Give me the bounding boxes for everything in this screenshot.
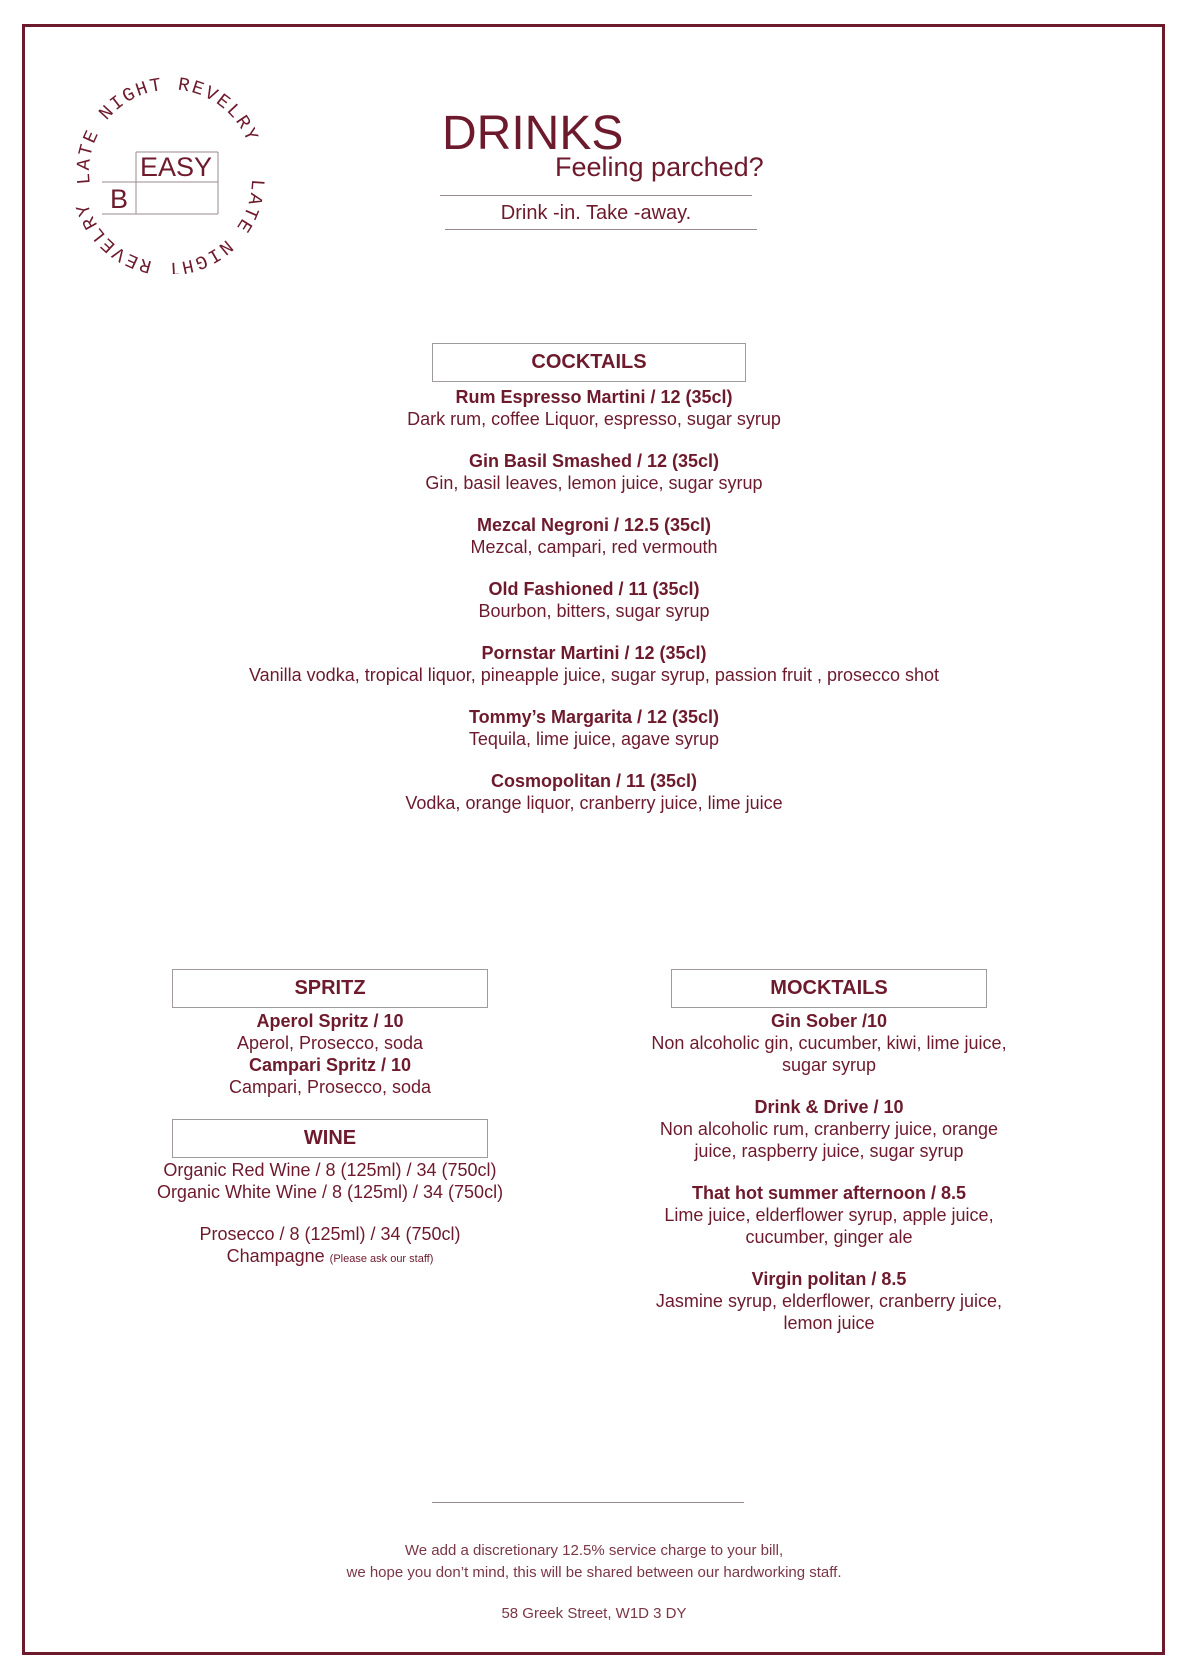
page-title: DRINKS — [442, 107, 624, 160]
logo-ring-top: LATE NIGHT REVELRY — [72, 73, 263, 186]
mocktail-description: lemon juice — [783, 1313, 875, 1333]
wine-red: Organic Red Wine / 8 (125ml) / 34 (750cl) — [163, 1160, 497, 1180]
cocktails-heading: COCKTAILS — [432, 343, 746, 382]
spritz-description: Aperol, Prosecco, soda — [236, 1033, 424, 1053]
spritz-heading: SPRITZ — [172, 969, 488, 1008]
cocktail-description: Tequila, lime juice, agave syrup — [468, 729, 720, 749]
footer-divider — [432, 1502, 744, 1503]
list-item — [200, 706, 988, 750]
mocktail-description: Non alcoholic rum, cranberry juice, orange — [659, 1119, 999, 1139]
wine-heading: WINE — [172, 1119, 488, 1158]
list-item — [629, 1182, 1029, 1248]
mocktail-description: sugar syrup — [781, 1055, 877, 1075]
header-tagline: Drink -in. Take -away. — [500, 202, 692, 224]
list-item — [200, 770, 988, 814]
spritz-name: Aperol Spritz / 10 — [256, 1011, 404, 1031]
wine-prosecco: Prosecco / 8 (125ml) / 34 (750cl) — [199, 1224, 461, 1244]
mocktail-name: Virgin politan / 8.5 — [751, 1269, 907, 1289]
mocktail-description: Jasmine syrup, elderflower, cranberry juice, — [655, 1291, 1003, 1311]
cocktail-name: Rum Espresso Martini / 12 (35cl) — [455, 387, 733, 407]
spritz-description: Campari, Prosecco, soda — [228, 1077, 432, 1097]
cocktail-name: Tommy’s Margarita / 12 (35cl) — [468, 707, 720, 727]
cocktail-name: Old Fashioned / 11 (35cl) — [488, 579, 700, 599]
list-item — [200, 578, 988, 622]
cocktail-description: Gin, basil leaves, lemon juice, sugar syrup — [425, 473, 763, 493]
page-subtitle: Feeling parched? — [555, 152, 764, 182]
list-item — [200, 386, 988, 430]
mocktails-list — [629, 1010, 1029, 1334]
wine-white: Organic White Wine / 8 (125ml) / 34 (750cl) — [156, 1182, 504, 1202]
cocktail-description: Dark rum, coffee Liquor, espresso, sugar syrup — [407, 409, 781, 429]
cocktail-name: Mezcal Negroni / 12.5 (35cl) — [476, 515, 712, 535]
cocktails-list — [200, 386, 988, 814]
list-item — [629, 1268, 1029, 1334]
list-item — [200, 514, 988, 558]
service-charge-line-2: we hope you don’t mind, this will be shared between our hardworking staff. — [346, 1564, 842, 1581]
logo-graphic — [62, 64, 272, 274]
svg-text:LATE NIGHT REVELRY — [72, 178, 269, 274]
spritz-name: Campari Spritz / 10 — [248, 1055, 412, 1075]
champagne-label: Champagne — [226, 1246, 325, 1266]
cocktail-description: Vodka, orange liquor, cranberry juice, lime juice — [405, 793, 783, 813]
header-divider-bottom — [445, 229, 757, 230]
list-item — [629, 1096, 1029, 1162]
logo — [62, 64, 272, 274]
logo-word-b: B — [110, 184, 129, 214]
mocktail-description: Non alcoholic gin, cucumber, kiwi, lime juice, — [651, 1033, 1007, 1053]
list-item — [200, 450, 988, 494]
cocktail-name: Gin Basil Smashed / 12 (35cl) — [468, 451, 720, 471]
address: 58 Greek Street, W1D 3 DY — [501, 1605, 687, 1622]
cocktail-description: Mezcal, campari, red vermouth — [470, 537, 718, 557]
mocktail-description: cucumber, ginger ale — [745, 1227, 913, 1247]
mocktail-name: Drink & Drive / 10 — [754, 1097, 904, 1117]
list-item — [629, 1010, 1029, 1076]
cocktail-description: Vanilla vodka, tropical liquor, pineapple juice, sugar syrup, passion fruit , prosecco shot — [248, 665, 940, 685]
mocktail-name: That hot summer afternoon / 8.5 — [691, 1183, 967, 1203]
list-item — [130, 1010, 530, 1054]
mocktail-description: juice, raspberry juice, sugar syrup — [694, 1141, 964, 1161]
cocktail-name: Cosmopolitan / 11 (35cl) — [490, 771, 698, 791]
mocktail-description: Lime juice, elderflower syrup, apple juice, — [664, 1205, 994, 1225]
service-charge-line-1: We add a discretionary 12.5% service charge to your bill, — [404, 1542, 784, 1559]
logo-word-easy: EASY — [140, 152, 213, 182]
wine-champagne — [120, 1245, 540, 1270]
mocktails-heading: MOCKTAILS — [671, 969, 987, 1008]
header-divider-top — [440, 195, 752, 196]
logo-ring-bottom: LATE NIGHT REVELRY — [71, 178, 269, 274]
champagne-note: (Please ask our staff) — [329, 1253, 434, 1265]
list-item — [200, 642, 988, 686]
wine-list — [120, 1159, 540, 1270]
list-item — [130, 1054, 530, 1098]
spritz-list — [130, 1010, 530, 1098]
mocktail-name: Gin Sober /10 — [770, 1011, 888, 1031]
cocktail-description: Bourbon, bitters, sugar syrup — [478, 601, 710, 621]
cocktail-name: Pornstar Martini / 12 (35cl) — [481, 643, 707, 663]
